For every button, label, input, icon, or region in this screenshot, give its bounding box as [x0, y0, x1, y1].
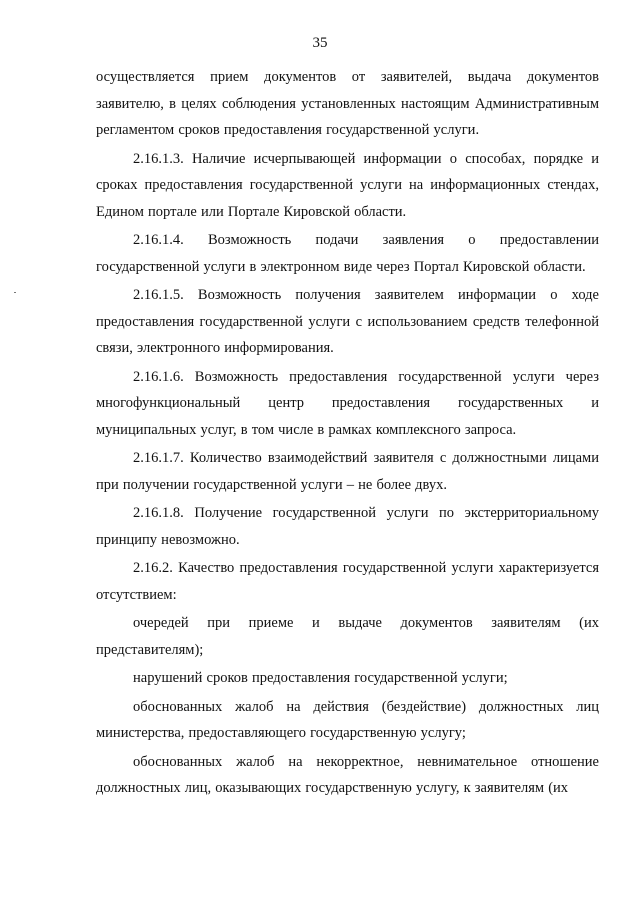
paragraph-2-16-1-4: 2.16.1.4. Возможность подачи заявления о предоставлении государственной услуги в электронном виде через Портал Кировской области.	[96, 232, 599, 275]
paragraph-2-16-1-7: 2.16.1.7. Количество взаимодействий заявителя с должностными лицами при получении государственной услуги – не более двух.	[96, 450, 599, 493]
paragraph-2-16-1-6: 2.16.1.6. Возможность предоставления государственной услуги через многофункциональный центр предоставления государственных и муниципальных услуг, в том числе в рамках комплексного запроса.	[96, 368, 599, 438]
margin-mark	[14, 292, 16, 293]
paragraph-continuation: осуществляется прием документов от заявителей, выдача документов заявителю, в целях соблюдения установленных настоящим Административным регламентом сроков предоставления государственной услуги.	[96, 69, 599, 138]
paragraph-2-16-2: 2.16.2. Качество предоставления государственной услуги характеризуется отсутствием:	[96, 560, 599, 603]
document-body	[96, 64, 599, 804]
list-item-queues: очередей при приеме и выдаче документов заявителям (их представителям);	[96, 615, 599, 658]
list-item-deadline-violations: нарушений сроков предоставления государственной услуги;	[133, 670, 508, 686]
list-item-complaints-attitude: обоснованных жалоб на некорректное, невнимательное отношение должностных лиц, оказывающих государственную услугу, к заявителям (их	[96, 753, 599, 796]
paragraph-2-16-1-3: 2.16.1.3. Наличие исчерпывающей информации о способах, порядке и сроках предоставления государственной услуги на информационных стендах, Едином портале или Портале Кировской области.	[96, 150, 599, 220]
list-item-complaints-actions: обоснованных жалоб на действия (бездействие) должностных лиц министерства, предоставляющего государственную услугу;	[96, 698, 599, 741]
paragraph-2-16-1-8: 2.16.1.8. Получение государственной услуги по экстерриториальному принципу невозможно.	[96, 505, 599, 548]
page-number: 35	[312, 35, 328, 51]
paragraph-2-16-1-5: 2.16.1.5. Возможность получения заявителем информации о ходе предоставления государственной услуги с использованием средств телефонной связи, электронного информирования.	[96, 287, 599, 356]
